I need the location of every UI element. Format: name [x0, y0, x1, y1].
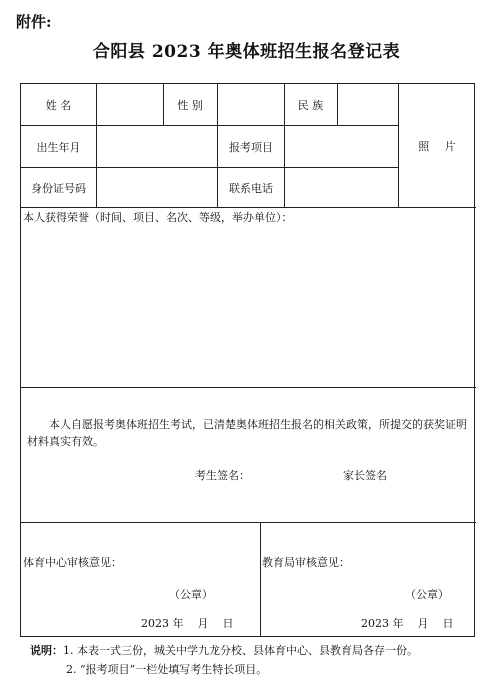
- birth-field[interactable]: [97, 126, 217, 167]
- photo-box[interactable]: [399, 84, 475, 207]
- project-label: 报考项目: [229, 140, 273, 154]
- education-bureau-date: 2023 年 月 日: [361, 617, 454, 630]
- education-bureau-seal: （公章）: [405, 588, 449, 601]
- note-1: [30, 641, 485, 660]
- honors-label: 本人获得荣誉（时间、项目、名次、等级，举办单位）：: [23, 211, 293, 224]
- parent-signature-label: 家长签名: [343, 469, 387, 482]
- birth-label: 出生年月: [36, 140, 81, 154]
- ethnicity-field[interactable]: [338, 84, 398, 125]
- notes-prefix: 说明：: [30, 644, 63, 657]
- education-bureau-review-label: 教育局审核意见：: [262, 556, 350, 569]
- form-title: 合阳县 2023 年奥体班招生报名登记表: [92, 42, 401, 62]
- note-2-text: 2. “报考项目”一栏处填写考生特长项目。: [66, 663, 268, 676]
- phone-label: 联系电话: [229, 181, 273, 195]
- registration-table: [20, 83, 475, 637]
- note-2: [30, 660, 485, 679]
- honors-field[interactable]: [21, 229, 476, 385]
- ethnicity-label: 民 族: [297, 98, 324, 112]
- id-number-label: 身份证号码: [31, 181, 86, 195]
- name-label: 姓 名: [45, 98, 72, 112]
- gender-field[interactable]: [218, 84, 284, 125]
- photo-label: 照 片: [418, 139, 456, 153]
- phone-field[interactable]: [285, 168, 398, 207]
- id-number-field[interactable]: [97, 168, 217, 207]
- attachment-label: 附件:: [16, 13, 52, 31]
- note-1-text: 1. 本表一式三份，城关中学九龙分校、县体育中心、县教育局各存一份。: [63, 644, 418, 657]
- sports-center-date: 2023 年 月 日: [141, 617, 234, 630]
- gender-label: 性 别: [177, 98, 203, 112]
- project-field[interactable]: [285, 126, 398, 167]
- name-field[interactable]: [97, 84, 163, 125]
- student-signature-label: 考生签名：: [195, 469, 250, 482]
- sports-center-review-label: 体育中心审核意见：: [23, 556, 122, 569]
- declaration-text: 本人自愿报考奥体班招生考试，已清楚奥体班招生报名的相关政策，所提交的获奖证明材料真实有效。: [27, 418, 467, 448]
- notes: [30, 641, 485, 679]
- sports-center-seal: （公章）: [169, 588, 213, 601]
